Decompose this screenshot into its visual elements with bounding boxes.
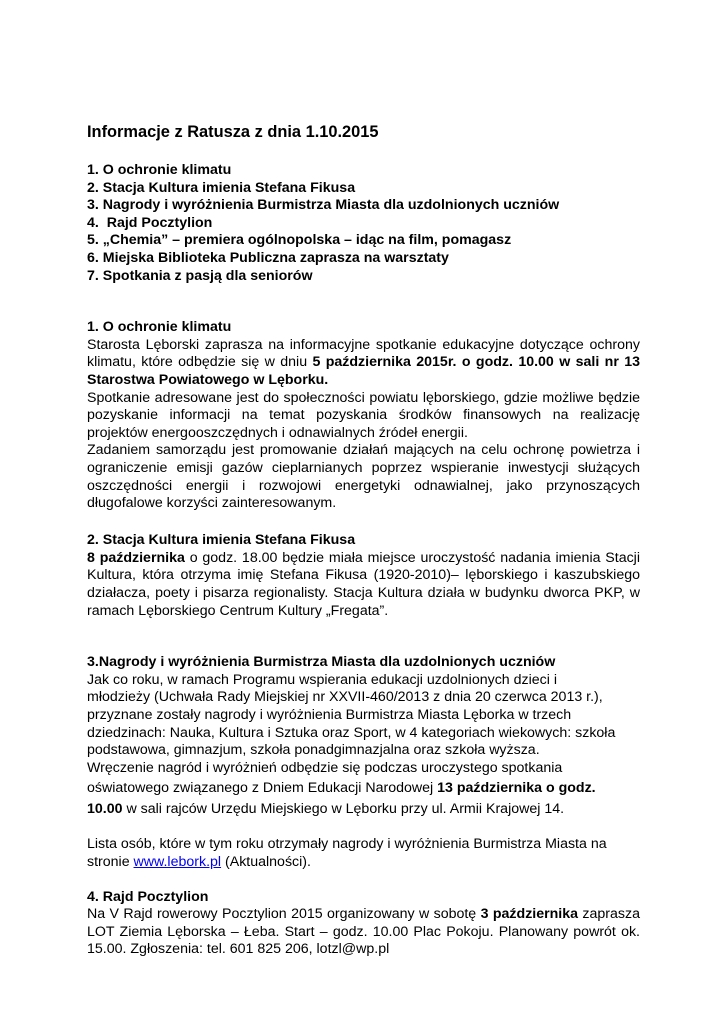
paragraph bbox=[87, 906, 640, 959]
section-awards bbox=[87, 654, 640, 871]
paragraph: Zadaniem samorządu jest promowanie działań mających na celu ochronę powietrza i ograniczenie emisji gazów cieplarnianych poprzez wspieranie inwestycji służących oszczędności energii i rozwojowi energetyki odnawialnej, jako przynoszących długofalowe korzyści zainteresowanym. bbox=[87, 442, 640, 512]
document-page bbox=[87, 122, 640, 959]
line: podstawowa, gimnazjum, szkoła ponadgimnazjalna oraz szkoła wyższa. bbox=[87, 742, 540, 759]
toc-item: 7. Spotkania z pasją dla seniorów bbox=[87, 267, 313, 284]
text: w sali rajców Urzędu Miejskiego w Lęborku przy ul. Armii Krajowej 14. bbox=[122, 800, 565, 817]
toc-item: 6. Miejska Biblioteka Publiczna zaprasza na warsztaty bbox=[87, 249, 449, 266]
event-time: 10.00 bbox=[87, 800, 123, 817]
text: (Aktualności). bbox=[221, 853, 311, 870]
section-heading: 3.Nagrody i wyróżnienia Burmistrza Miasta dla uzdolnionych uczniów bbox=[87, 654, 556, 671]
section-culture-station bbox=[87, 532, 640, 620]
paragraph: Spotkanie adresowane jest do społeczności powiatu lęborskiego, gdzie możliwe będzie pozyskanie informacji na temat pozyskania środków finansowych na realizację projektów energooszczędnych i odnawialnych źródeł energii. bbox=[87, 389, 640, 441]
toc-item: 2. Stacja Kultura imienia Stefana Fikusa bbox=[87, 179, 356, 196]
text: Na V Rajd rowerowy Pocztylion 2015 organizowany w sobotę bbox=[87, 906, 481, 923]
line bbox=[87, 854, 640, 872]
event-date: 13 października o godz. bbox=[437, 780, 596, 797]
table-of-contents bbox=[87, 162, 640, 285]
section-rally bbox=[87, 889, 640, 959]
text: zaprasza LOT Ziemia Lęborska – Łeba. Start – godz. 10.00 Plac Pokoju. Planowany powrót ok. 15.00. Zgłoszenia: tel. 601 825 206, lotzl@wp.pl bbox=[87, 906, 640, 958]
section-heading: 4. Rajd Pocztylion bbox=[87, 888, 209, 905]
event-date: 5 października 2015r. o godz. 10.00 w sali nr 13 Starostwa Powiatowego w Lęborku. bbox=[87, 354, 640, 388]
text: oświatowego związanego z Dniem Edukacji Narodowej bbox=[87, 780, 438, 797]
line bbox=[87, 780, 640, 798]
page-title: Informacje z Ratusza z dnia 1.10.2015 bbox=[87, 123, 379, 141]
toc-item: 5. „Chemia” – premiera ogólnopolska – idąc na film, pomagasz bbox=[87, 232, 512, 249]
lebork-link[interactable]: www.lebork.pl bbox=[133, 853, 222, 870]
line bbox=[87, 801, 640, 819]
line: młodzieży (Uchwała Rady Miejskiej nr XXVII-460/2013 z dnia 20 czerwca 2013 r.), bbox=[87, 689, 603, 706]
text: stronie bbox=[87, 853, 134, 870]
section-heading: 2. Stacja Kultura imienia Stefana Fikusa bbox=[87, 532, 356, 549]
event-date: 3 października bbox=[480, 906, 579, 923]
toc-item: 3. Nagrody i wyróżnienia Burmistrza Miasta dla uzdolnionych uczniów bbox=[87, 197, 560, 214]
text: o godz. 18.00 będzie miała miejsce uroczystość nadania imienia Stacji Kultura, która otrzyma imię Stefana Fikusa (1920-2010)– lęborskiego i kaszubskiego działacza, poety i pisarza regionalisty. Stacja Kultura działa w budynku dworca PKP, w ramach Lęborskiego Centrum Kultury „Fregata”. bbox=[87, 549, 640, 619]
toc-item: 1. O ochronie klimatu bbox=[87, 162, 232, 178]
line: przyznane zostały nagrody i wyróżnienia Burmistrza Miasta Lęborka w trzech bbox=[87, 706, 572, 723]
toc-item: 4. Rajd Pocztylion bbox=[87, 214, 213, 231]
text: Starosta Lęborski zaprasza na informacyjne spotkanie edukacyjne dotyczące ochrony klimatu, które odbędzie się w dniu bbox=[87, 336, 640, 371]
line: Lista osób, które w tym roku otrzymały nagrody i wyróżnienia Burmistrza Miasta na bbox=[87, 836, 607, 852]
line: Jak co roku, w ramach Programu wspierania edukacji uzdolnionych dzieci i bbox=[87, 671, 557, 688]
section-heading: 1. O ochronie klimatu bbox=[87, 319, 232, 336]
paragraph bbox=[87, 550, 640, 620]
line: Wręczenie nagród i wyróżnień odbędzie się podczas uroczystego spotkania bbox=[87, 759, 563, 776]
section-climate bbox=[87, 319, 640, 513]
event-date: 8 października bbox=[87, 549, 185, 566]
line: dziedzinach: Nauka, Kultura i Sztuka oraz Sport, w 4 kategoriach wiekowych: szkoła bbox=[87, 724, 616, 741]
paragraph bbox=[87, 337, 640, 390]
